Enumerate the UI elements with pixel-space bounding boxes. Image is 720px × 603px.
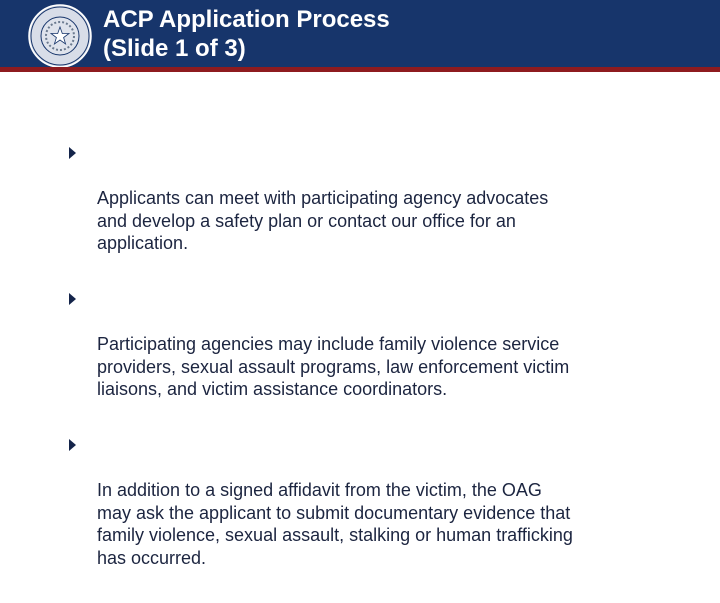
- bullet-list: [66, 142, 686, 603]
- bullet-item: [66, 142, 686, 255]
- header-divider: [0, 67, 720, 72]
- slide-header: [0, 0, 720, 67]
- bullet-item: [66, 288, 686, 401]
- triangle-bullet-icon: [69, 147, 76, 159]
- bullet-text: Applicants can meet with participating agency advocates and develop a safety plan or contact our office for an application.: [97, 188, 549, 254]
- slide-title: ACP Application Process (Slide 1 of 3): [103, 6, 390, 62]
- triangle-bullet-icon: [69, 439, 76, 451]
- attorney-general-seal-logo: [27, 3, 93, 69]
- bullet-text: Participating agencies may include family violence service providers, sexual assault programs, law enforcement victim liaisons, and victim assistance coordinators.: [97, 334, 570, 400]
- triangle-bullet-icon: [69, 293, 76, 305]
- bullet-text: In addition to a signed affidavit from the victim, the OAG may ask the applicant to submit documentary evidence that family violence, sexual assault, stalking or human trafficking has occurred.: [97, 480, 573, 568]
- bullet-item: [66, 434, 686, 570]
